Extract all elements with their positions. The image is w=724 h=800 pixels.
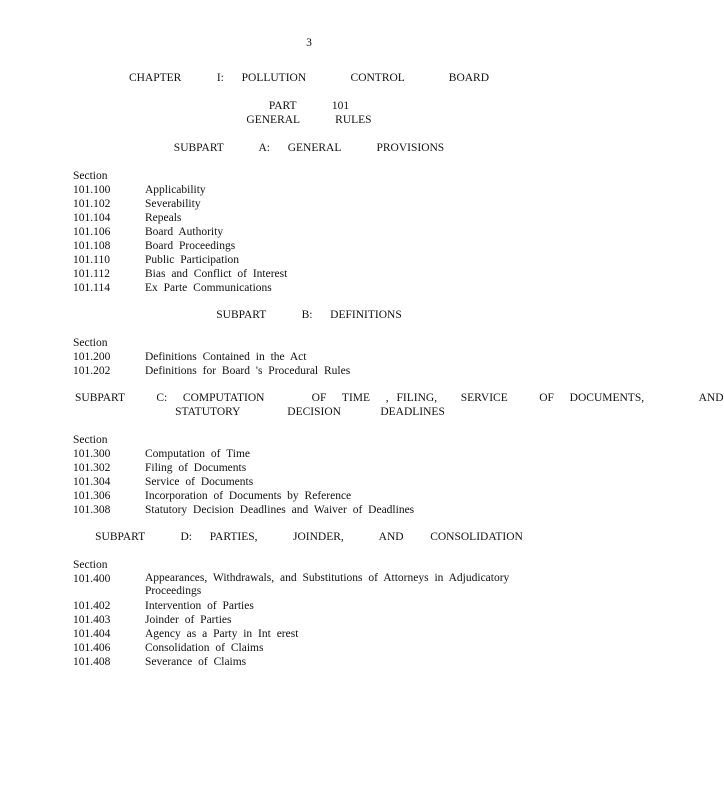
subpart-a-section-list bbox=[73, 183, 543, 295]
section-title: Definitions for Board 's Procedural Rules bbox=[145, 365, 351, 377]
chapter-title: CHAPTER I: POLLUTION CONTROL BOARD bbox=[128, 72, 490, 84]
section-number: 101.406 bbox=[73, 642, 111, 654]
page-number: 3 bbox=[306, 37, 312, 49]
section-entry bbox=[73, 599, 543, 613]
section-entry bbox=[73, 503, 543, 517]
section-entry bbox=[73, 364, 543, 378]
section-number: 101.100 bbox=[73, 184, 111, 196]
section-number: 101.306 bbox=[73, 490, 111, 502]
section-number: 101.110 bbox=[73, 254, 110, 266]
section-number: 101.404 bbox=[73, 628, 111, 640]
section-title: Bias and Conflict of Interest bbox=[145, 268, 288, 280]
section-entry bbox=[73, 627, 543, 641]
section-title: Joinder of Parties bbox=[145, 614, 232, 626]
section-number: 101.200 bbox=[73, 351, 111, 363]
subpart-c-section-list bbox=[73, 447, 543, 517]
section-entry bbox=[73, 253, 543, 267]
section-title: Repeals bbox=[145, 212, 182, 224]
subpart-d-title: SUBPART D: PARTIES, JOINDER, AND CONSOLIDATION bbox=[95, 531, 523, 543]
section-entry bbox=[73, 350, 543, 364]
section-number: 101.402 bbox=[73, 600, 111, 612]
section-label: Section bbox=[73, 434, 108, 446]
section-title: Service of Documents bbox=[145, 476, 254, 488]
section-number: 101.202 bbox=[73, 365, 111, 377]
subpart-c-title-line1: SUBPART C: COMPUTATION OF TIME , FILING, SERVICE OF DOCUMENTS, AND bbox=[75, 392, 724, 404]
section-entry bbox=[73, 572, 543, 599]
section-number: 101.304 bbox=[73, 476, 111, 488]
section-label: Section bbox=[73, 559, 108, 571]
section-title: Board Proceedings bbox=[145, 240, 236, 252]
section-title: Consolidation of Claims bbox=[145, 642, 264, 654]
section-title: Agency as a Party in Int erest bbox=[145, 628, 299, 640]
section-entry bbox=[73, 211, 543, 225]
section-title: Definitions Contained in the Act bbox=[145, 351, 307, 363]
section-title: Statutory Decision Deadlines and Waiver of Deadlines bbox=[145, 504, 415, 516]
section-entry bbox=[73, 489, 543, 503]
section-title: Severance of Claims bbox=[145, 656, 247, 668]
section-number: 101.104 bbox=[73, 212, 111, 224]
section-number: 101.106 bbox=[73, 226, 111, 238]
section-title: Incorporation of Documents by Reference bbox=[145, 490, 352, 502]
section-number: 101.112 bbox=[73, 268, 110, 280]
section-entry bbox=[73, 183, 543, 197]
part-title: PART 101 bbox=[268, 100, 350, 112]
subpart-d-section-list bbox=[73, 572, 543, 669]
section-title: Applicability bbox=[145, 184, 206, 196]
section-entry bbox=[73, 281, 543, 295]
section-title: Computation of Time bbox=[145, 448, 251, 460]
section-title: Intervention of Parties bbox=[145, 600, 254, 612]
section-number: 101.102 bbox=[73, 198, 111, 210]
subpart-b-title: SUBPART B: DEFINITIONS bbox=[216, 309, 402, 321]
section-number: 101.108 bbox=[73, 240, 111, 252]
section-entry bbox=[73, 197, 543, 211]
section-title: Severability bbox=[145, 198, 201, 210]
section-entry bbox=[73, 267, 543, 281]
section-entry bbox=[73, 461, 543, 475]
section-label: Section bbox=[73, 337, 108, 349]
section-title: Board Authority bbox=[145, 226, 224, 238]
section-entry bbox=[73, 613, 543, 627]
subpart-a-title: SUBPART A: GENERAL PROVISIONS bbox=[173, 142, 445, 154]
section-number: 101.408 bbox=[73, 656, 111, 668]
section-entry bbox=[73, 447, 543, 461]
section-number: 101.403 bbox=[73, 614, 111, 626]
section-label: Section bbox=[73, 170, 108, 182]
section-title: Ex Parte Communications bbox=[145, 282, 272, 294]
section-title: Appearances, Withdrawals, and Substitutions of Attorneys in Adjudicatory Proceedings bbox=[145, 572, 510, 597]
section-entry bbox=[73, 641, 543, 655]
subpart-b-section-list bbox=[73, 350, 543, 378]
part-subtitle: GENERAL RULES bbox=[246, 114, 372, 126]
section-number: 101.400 bbox=[73, 573, 111, 585]
section-entry bbox=[73, 475, 543, 489]
section-entry bbox=[73, 239, 543, 253]
subpart-c-title bbox=[75, 391, 724, 419]
subpart-c-title-line2: STATUTORY DECISION DEADLINES bbox=[175, 406, 445, 418]
section-number: 101.302 bbox=[73, 462, 111, 474]
section-number: 101.114 bbox=[73, 282, 110, 294]
section-title: Public Participation bbox=[145, 254, 240, 266]
section-entry bbox=[73, 225, 543, 239]
section-entry bbox=[73, 655, 543, 669]
section-number: 101.308 bbox=[73, 504, 111, 516]
section-title: Filing of Documents bbox=[145, 462, 247, 474]
section-number: 101.300 bbox=[73, 448, 111, 460]
